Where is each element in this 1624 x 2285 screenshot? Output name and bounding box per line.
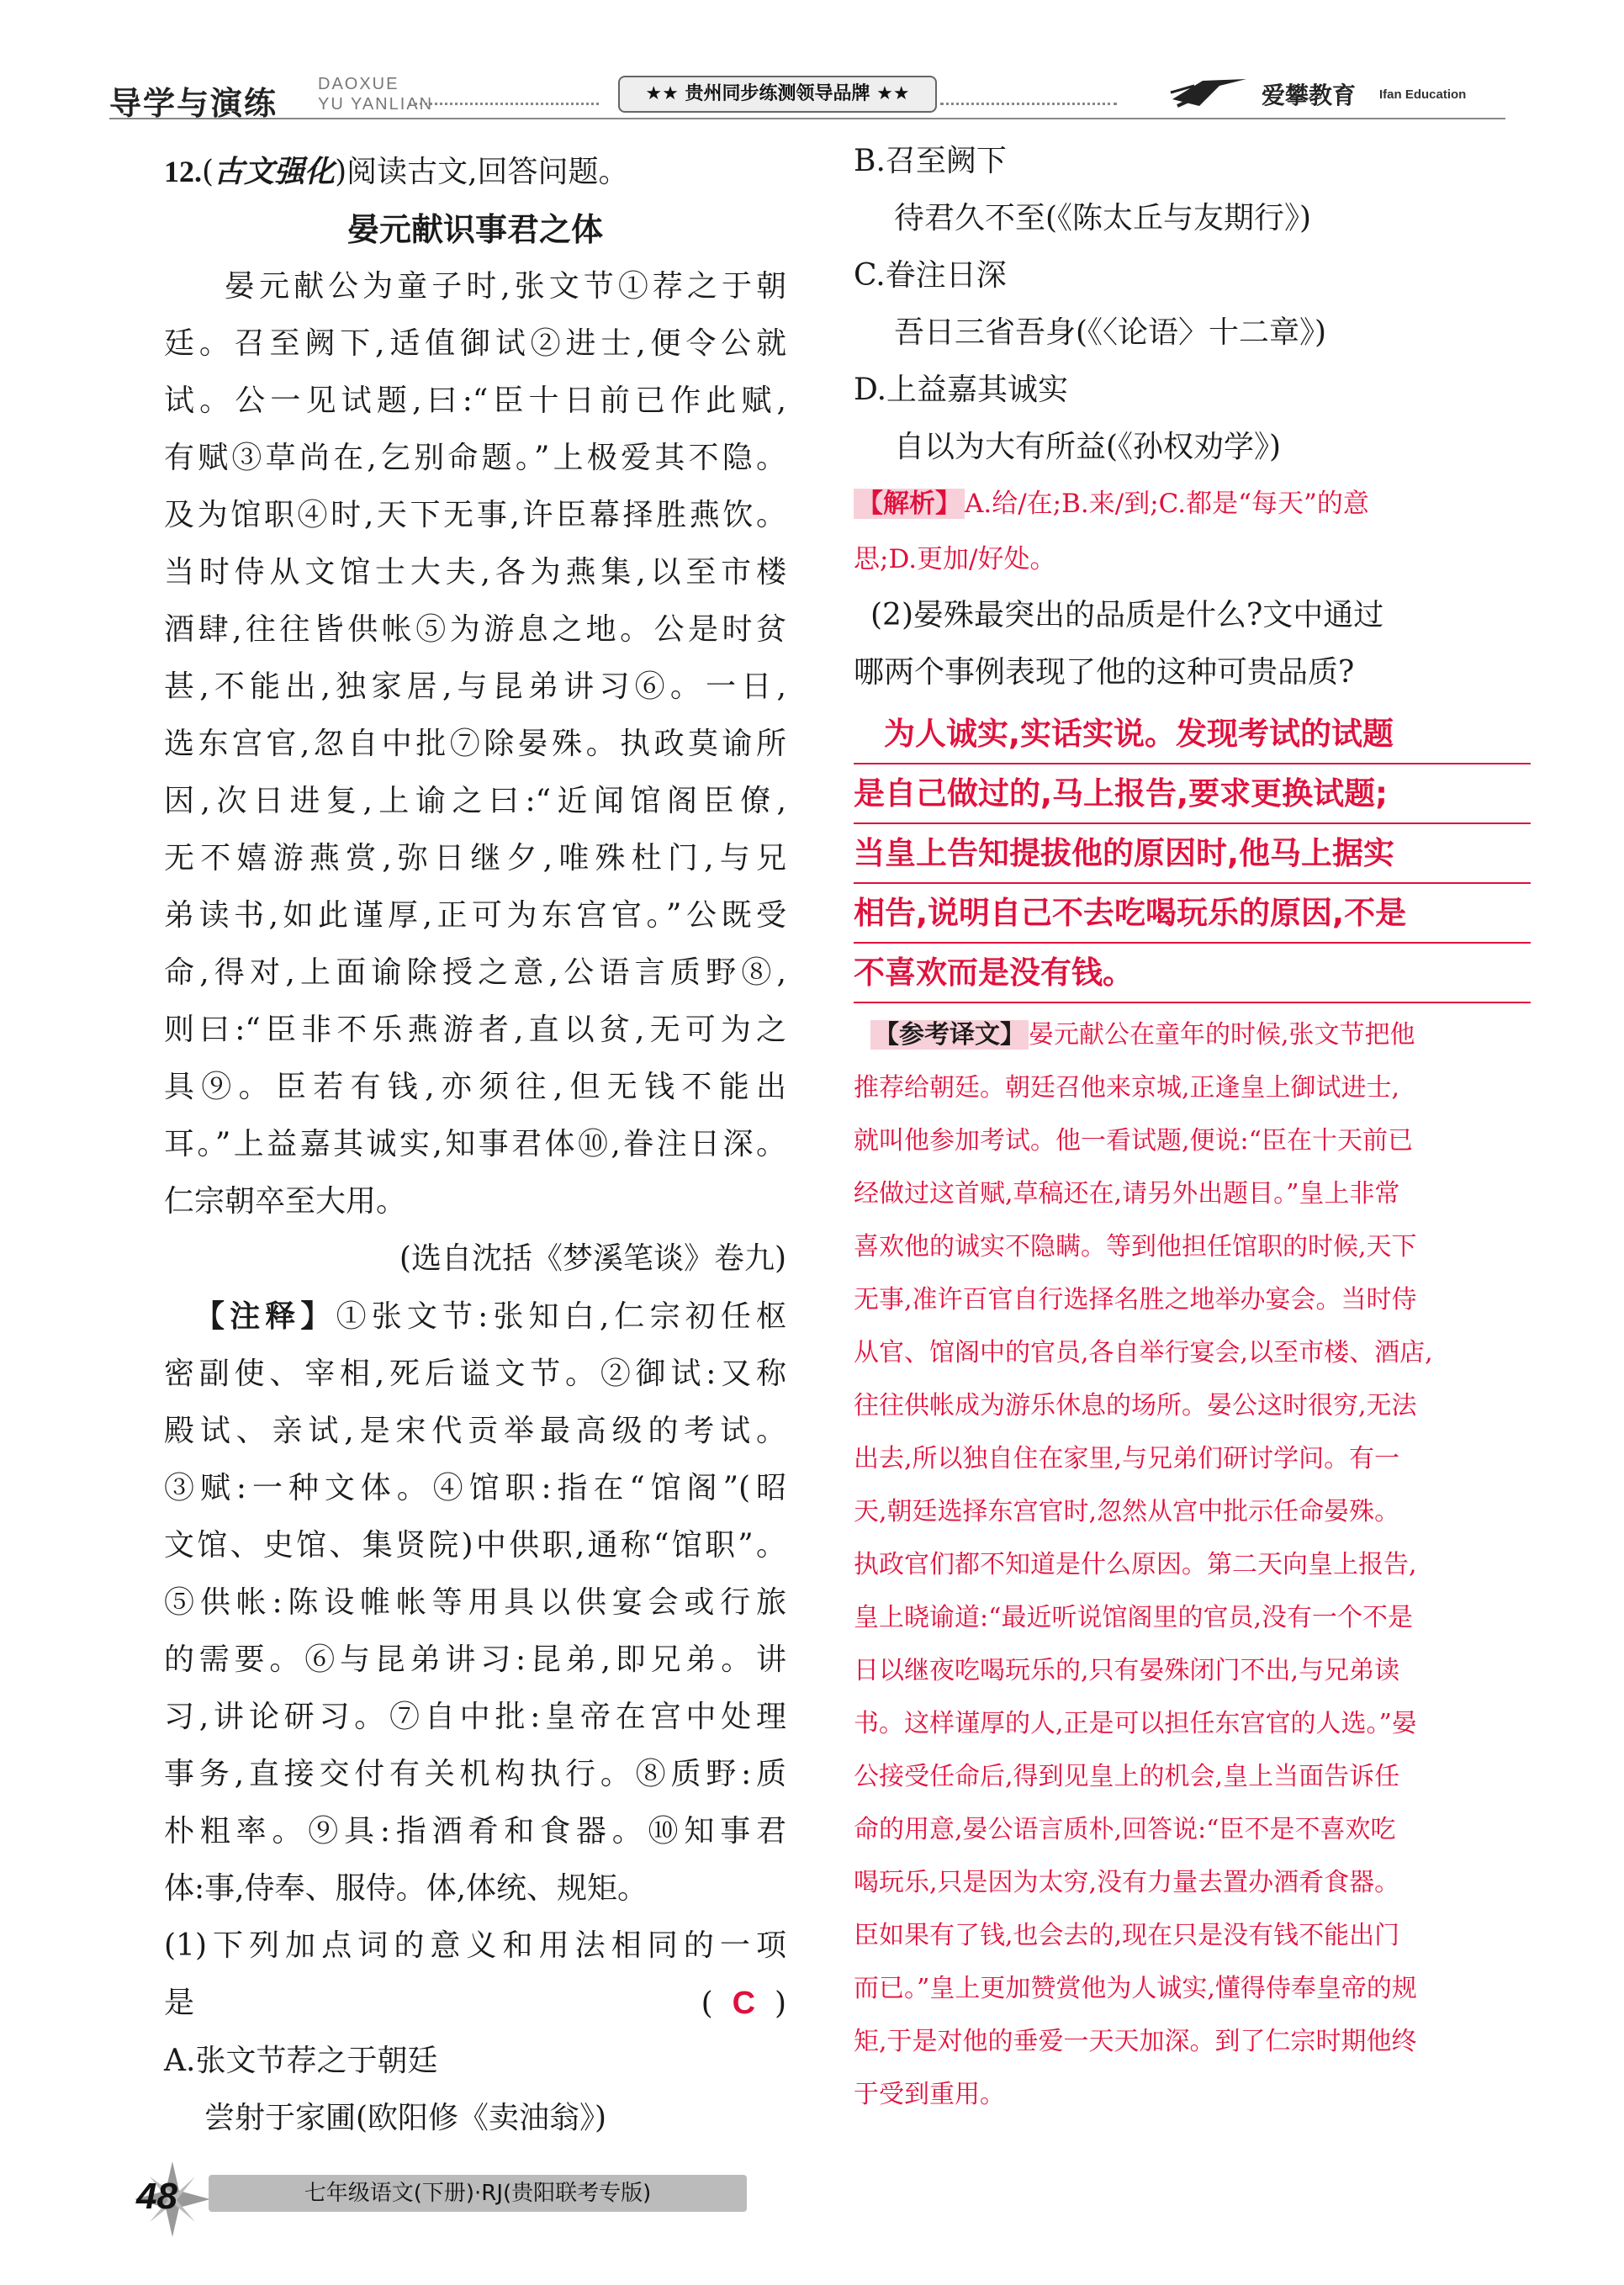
translation-line: 执政官们都不知道是什么原因。第二天向皇上报告, xyxy=(854,1550,1417,1579)
translation-line: 出去,所以独自住在家里,与兄弟们研讨学问。有一 xyxy=(854,1444,1400,1473)
translation-line: 天,朝廷选择东宫官时,忽然从宫中批示任命晏殊。 xyxy=(854,1497,1400,1526)
translation-line: 喜欢他的诚实不隐瞒。等到他担任馆职的时候,天下 xyxy=(854,1232,1417,1262)
passage-source: (选自沈括《梦溪笔谈》卷九) xyxy=(399,1241,786,1276)
answer-paren-close: ) xyxy=(774,1986,786,2021)
header-title: 导学与演练 xyxy=(109,85,278,122)
subq1-answer-bracket xyxy=(701,1975,786,2033)
notes-line: 殿试、亲试,是宋代贡举最高级的考试。 xyxy=(164,1414,786,1448)
translation-line: 于受到重用。 xyxy=(854,2080,1005,2109)
translation-line: 推荐给朝廷。朝廷召他来京城,正逢皇上御试进士, xyxy=(854,1073,1400,1103)
header-badge: ★★ 贵州同步练测领导品牌 ★★ xyxy=(618,76,937,113)
question-tag-open: ( xyxy=(202,155,214,189)
header-pinyin-top: DAOXUE xyxy=(318,75,399,93)
translation-line: 经做过这首赋,草稿还在,请另外出题目。”皇上非常 xyxy=(854,1179,1400,1209)
translation-line: 矩,于是对他的垂爱一天天加深。到了仁宗时期他终 xyxy=(854,2027,1417,2056)
passage-line: 具⑨。臣若有钱,亦须往,但无钱不能出 xyxy=(164,1070,786,1104)
right-column xyxy=(854,133,1531,2121)
passage-line: 弟读书,如此谨厚,正可为东宫官。”公既受 xyxy=(164,898,786,933)
translation-line: 而已。”皇上更加赞赏他为人诚实,懂得侍奉皇帝的规 xyxy=(854,1974,1417,2003)
option-b-line2: 待君久不至(《陈太丘与友期行》) xyxy=(894,201,1312,235)
header-brand: 爱攀教育 xyxy=(1262,82,1357,109)
subq1-tail: 是 xyxy=(164,1986,195,2020)
analysis-line1 xyxy=(854,476,1531,532)
answer2-line: 不喜欢而是没有钱。 xyxy=(854,944,1531,1003)
left-column xyxy=(164,143,786,2147)
question-number: 12. xyxy=(164,155,202,188)
translation-line: 就叫他参加考试。他一看试题,便说:“臣在十天前已 xyxy=(854,1126,1413,1156)
passage-line: 酒肆,往往皆供帐⑤为游息之地。公是时贫 xyxy=(164,612,786,647)
translation-line: 臣如果有了钱,也会去的,现在只是没有钱不能出门 xyxy=(854,1921,1400,1950)
header-dotted-rule-left xyxy=(409,103,599,105)
passage-line: 命,得对,上面谕除授之意,公语言质野⑧, xyxy=(164,955,786,990)
passage-line: 无不嬉游燕赏,弥日继夕,唯殊杜门,与兄 xyxy=(164,841,786,875)
passage-title: 晏元献识事君之体 xyxy=(346,210,603,248)
option-d-line2: 自以为大有所益(《孙权劝学》) xyxy=(894,430,1282,464)
passage-line: 当时侍从文馆士大夫,各为燕集,以至市楼 xyxy=(164,555,786,590)
notes-line: ③赋:一种文体。④馆职:指在“馆阁”(昭 xyxy=(164,1471,786,1505)
analysis-text: A.给/在;B.来/到;C.都是“每天”的意 xyxy=(965,489,1369,519)
option-d-line1: D.上益嘉其诚实 xyxy=(854,373,1069,407)
subq2-line2: 哪两个事例表现了他的这种可贵品质? xyxy=(854,655,1355,690)
subq1-line: (1)下列加点词的意义和用法相同的一项 xyxy=(164,1928,786,1963)
subq1-line2 xyxy=(164,1975,786,2033)
question-tag-close: ) xyxy=(335,155,347,189)
footer-page-number: 48 xyxy=(136,2176,177,2217)
passage-line: 廷。召至阙下,适值御试②进士,便令公就 xyxy=(164,326,786,361)
passage-line: 仁宗朝卒至大用。 xyxy=(164,1184,407,1219)
option-b-line1: B.召至阙下 xyxy=(854,144,1007,178)
analysis-line2: 思;D.更加/好处。 xyxy=(854,544,1056,574)
answer2-line: 是自己做过的,马上报告,要求更换试题; xyxy=(854,764,1531,824)
translation-line: 命的用意,晏公语言质朴,回答说:“臣不是不喜欢吃 xyxy=(854,1815,1396,1844)
notes-line: 习,讲论研习。⑦自中批:皇帝在宫中处理 xyxy=(164,1700,786,1734)
passage-line: 试。公一见试题,曰:“臣十日前已作此赋, xyxy=(164,383,786,418)
notes-line: 的需要。⑥与昆弟讲习:昆弟,即兄弟。讲 xyxy=(164,1642,786,1677)
notes-heading: 【注释】 xyxy=(194,1299,336,1334)
header-pinyin xyxy=(318,74,433,114)
subq1-answer: C xyxy=(732,1986,756,2021)
notes-line: 事务,直接交付有关机构执行。⑧质野:质 xyxy=(164,1757,786,1791)
passage-line: 有赋③草尚在,乞别命题。”上极爱其不隐。 xyxy=(164,441,786,475)
translation-text: 晏元献公在童年的时候,张文节把他 xyxy=(1029,1020,1415,1050)
notes-line: ⑤供帐:陈设帷帐等用具以供宴会或行旅 xyxy=(164,1585,786,1620)
notes-line: 体:事,侍奉、服侍。体,体统、规矩。 xyxy=(164,1871,648,1906)
brand-logo-icon xyxy=(1169,74,1251,111)
footer-book-title: 七年级语文(下册)·RJ(贵阳联考专版) xyxy=(209,2175,747,2212)
notes-line: 密副使、宰相,死后谥文节。②御试:又称 xyxy=(164,1357,786,1391)
notes-line: 朴粗率。⑨具:指酒肴和食器。⑩知事君 xyxy=(164,1814,786,1849)
translation-line: 喝玩乐,只是因为太穷,没有力量去置办酒肴食器。 xyxy=(854,1868,1400,1897)
question-heading xyxy=(164,143,786,201)
translation-heading: 【参考译文】 xyxy=(870,1020,1029,1050)
translation-line: 公接受任命后,得到见皇上的机会,皇上当面告诉任 xyxy=(854,1762,1400,1791)
option-a-line1: A.张文节荐之于朝廷 xyxy=(164,2044,438,2078)
question-tag: 古文强化 xyxy=(214,154,336,189)
analysis-heading: 【解析】 xyxy=(854,489,965,519)
answer2-line: 当皇上告知提拔他的原因时,他马上据实 xyxy=(854,824,1531,884)
translation-line: 书。这样谨厚的人,正是可以担任东宫官的人选。”晏 xyxy=(854,1709,1417,1738)
translation-line: 从官、馆阁中的官员,各自举行宴会,以至市楼、酒店, xyxy=(854,1338,1433,1367)
answer-paren-open: ( xyxy=(701,1986,713,2021)
option-c-line2: 吾日三省吾身(《〈论语〉十二章》) xyxy=(894,315,1327,350)
header-pinyin-bottom: YU YANLIAN xyxy=(318,95,434,114)
subq2-line1: (2)晏殊最突出的品质是什么?文中通过 xyxy=(870,598,1384,632)
header-rule xyxy=(109,118,1505,119)
question-prompt: 阅读古文,回答问题。 xyxy=(346,155,629,189)
answer2-line: 相告,说明自己不去吃喝玩乐的原因,不是 xyxy=(854,884,1531,944)
header-dotted-rule-right xyxy=(940,103,1117,105)
passage-line: 因,次日进复,上谕之曰:“近闻馆阁臣僚, xyxy=(164,784,786,818)
passage-line: 则曰:“臣非不乐燕游者,直以贫,无可为之 xyxy=(164,1013,786,1047)
option-c-line1: C.眷注日深 xyxy=(854,258,1007,293)
translation-line: 日以继夜吃喝玩乐的,只有晏殊闭门不出,与兄弟读 xyxy=(854,1656,1400,1685)
translation-line: 往往供帐成为游乐休息的场所。晏公这时很穷,无法 xyxy=(854,1391,1417,1420)
translation-first-line xyxy=(854,1008,1531,1061)
passage-line: 耳。”上益嘉其诚实,知事君体⑩,眷注日深。 xyxy=(164,1127,786,1161)
notes-line xyxy=(164,1288,786,1346)
answer2-line: 为人诚实,实话实说。发现考试的试题 xyxy=(854,705,1531,764)
notes-line: 文馆、史馆、集贤院)中供职,通称“馆职”。 xyxy=(164,1528,786,1563)
translation-line: 皇上晓谕道:“最近听说馆阁里的官员,没有一个不是 xyxy=(854,1603,1413,1632)
passage-line: 甚,不能出,独家居,与昆弟讲习⑥。一日, xyxy=(164,669,786,704)
option-a-line2: 尝射于家圃(欧阳修《卖油翁》) xyxy=(204,2101,607,2135)
passage-line: 晏元献公为童子时,张文节①荐之于朝 xyxy=(225,269,786,304)
passage-line: 及为馆职④时,天下无事,许臣幕择胜燕饮。 xyxy=(164,498,786,532)
translation-line: 无事,准许百官自行选择名胜之地举办宴会。当时侍 xyxy=(854,1285,1417,1314)
passage-line: 选东宫官,忽自中批⑦除晏殊。执政莫谕所 xyxy=(164,727,786,761)
notes-text: ①张文节:张知白,仁宗初任枢 xyxy=(336,1299,786,1334)
header-brand-en: Ifan Education xyxy=(1379,87,1467,102)
